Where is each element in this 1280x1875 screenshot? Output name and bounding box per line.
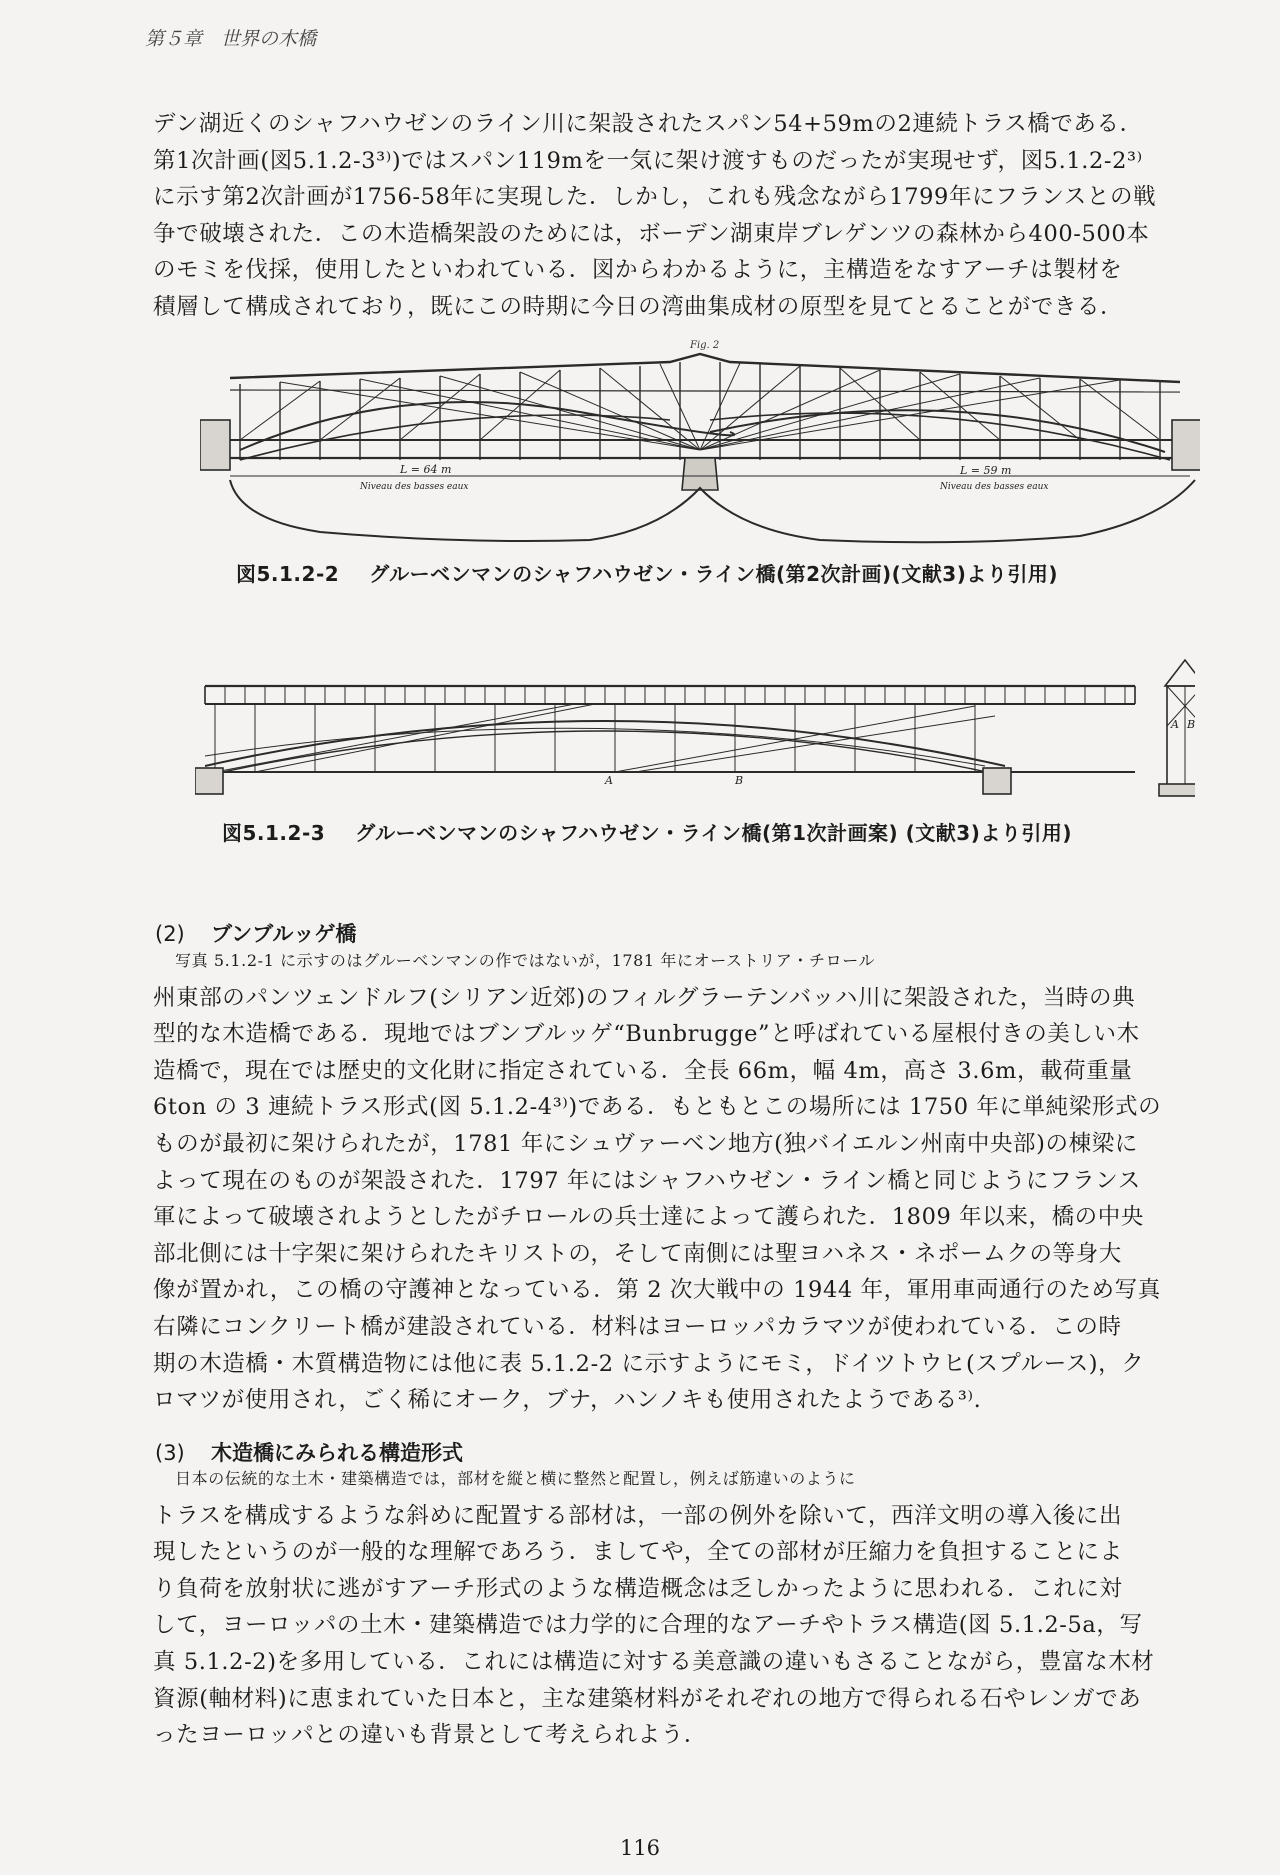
figure-number: 図5.1.2-3 [222, 821, 326, 845]
label-b: B [735, 774, 744, 787]
span-left-label: L = 64 m [400, 463, 452, 476]
figure-caption-text: グルーベンマンのシャフハウゼン・ライン橋(第1次計画案) (文献3)より引用) [355, 821, 1072, 845]
text-line: 右隣にコンクリート橋が建設されている．材料はヨーロッパカラマツが使われている．この時 [153, 1313, 1122, 1340]
text-line: ものが最初に架けられたが，1781 年にシュヴァーベン地方(独バイエルン州南中央部)の棟梁に [153, 1130, 1138, 1157]
text-line: 積層して構成されており，既にこの時期に今日の湾曲集成材の原型を見てとることができる． [153, 293, 1124, 320]
fig-tag-label: Fig. 2 [690, 340, 720, 351]
bunbrugge-paragraph [153, 943, 1231, 1419]
running-head: 第５章 世界の木橋 [145, 28, 317, 50]
figure-caption-text: グルーベンマンのシャフハウゼン・ライン橋(第2次計画)(文献3)より引用) [369, 562, 1059, 586]
text-line: 6ton の 3 連続トラス形式(図 5.1.2-4³⁾)である．もともとこの場所には 1750 年に単純梁形式の [153, 1094, 1162, 1121]
text-line: のモミを伐採，使用したといわれている．図からわかるように，主構造をなすアーチは製材を [153, 257, 1123, 284]
bridge-drawing-second-plan [200, 340, 1200, 565]
section-number: (2) [155, 922, 185, 946]
section-title: 木造橋にみられる構造形式 [211, 1441, 463, 1465]
text-line: よって現在のものが架設された．1797 年にはシャフハウゼン・ライン橋と同じようにフランス [153, 1167, 1141, 1194]
text-line: 期の木造橋・木質構造物には他に表 5.1.2-2 に示すようにモミ，ドイツトウヒ(スプルース)，ク [153, 1350, 1145, 1377]
text-line: 軍によって破壊されようとしたがチロールの兵士達によって護られた．1809 年以来，橋の中央 [153, 1204, 1144, 1231]
text-line: ロマツが使用され，ごく稀にオーク，ブナ，ハンノキも使用されたようである³⁾. [153, 1387, 982, 1414]
figure-caption-first-plan [222, 817, 1072, 846]
structural-forms-paragraph [153, 1461, 1231, 1754]
text-line: デン湖近くのシャフハウゼンのライン川に架設されたスパン54+59mの2連続トラス橋である． [153, 111, 1143, 137]
text-line: 真 5.1.2-2)を多用している．これには構造に対する美意識の違いもさることながら，豊富な木材 [153, 1648, 1155, 1675]
section-title: ブンブルッゲ橋 [211, 922, 357, 946]
figure-caption-second-plan [236, 558, 1058, 587]
text-line: 像が置かれ，この橋の守護神となっている．第 2 次大戦中の 1944 年，軍用車両通行のため写真 [153, 1277, 1161, 1304]
bridge-drawing-first-plan-svg [195, 656, 1195, 806]
text-line: 造橋で，現在では歴史的文化財に指定されている．全長 66m，幅 4m，高さ 3.6m，載荷重量 [153, 1057, 1133, 1084]
water-level-right-label: Niveau des basses eaux [940, 482, 1049, 492]
section-label-a: A [1171, 718, 1179, 731]
text-line: トラスを構成するような斜めに配置する部材は，一部の例外を除いて，西洋文明の導入後に出 [153, 1502, 1123, 1529]
water-level-left-label: Niveau des basses eaux [360, 482, 469, 492]
span-right-label: L = 59 m [960, 464, 1012, 477]
text-line: 争で破壊された．この木造橋架設のためには，ボーデン湖東岸ブレゲンツの森林から400-500本 [153, 220, 1150, 247]
text-line: 州東部のパンツェンドルフ(シリアン近郊)のフィルグラーテンバッハ川に架設された，当時の典 [153, 984, 1136, 1011]
text-line: 写真 5.1.2-1 に示すのはグルーベンマンの作ではないが，1781 年にオーストリア・チロール [175, 951, 876, 970]
figure-number: 図5.1.2-2 [236, 562, 340, 586]
text-line: して，ヨーロッパの土木・建築構造では力学的に合理的なアーチやトラス構造(図 5.1.2-5a，写 [153, 1612, 1143, 1639]
text-line: ったヨーロッパとの違いも背景として考えられよう． [153, 1722, 707, 1749]
text-line: 日本の伝統的な土木・建築構造では，部材を縦と横に整然と配置し，例えば筋違いのように [175, 1469, 856, 1488]
text-line: に示す第2次計画が1756-58年に実現した．しかし，これも残念ながら1799年にフランスとの戦 [153, 184, 1157, 211]
section-number: (3) [155, 1441, 185, 1465]
bridge-drawing-first-plan [195, 656, 1195, 806]
text-line: 現したというのが一般的な理解であろう．ましてや，全ての部材が圧縮力を負担することによ [153, 1539, 1123, 1566]
text-line: 資源(軸材料)に恵まれていた日本と，主な建築材料がそれぞれの地方で得られる石やレンガであ [153, 1685, 1142, 1712]
text-line: り負荷を放射状に逃がすアーチ形式のような構造概念は乏しかったように思われる．これに対 [153, 1575, 1123, 1602]
intro-paragraph [153, 106, 1231, 326]
label-a: A [605, 774, 613, 787]
page-number: 116 [619, 1836, 661, 1860]
bridge-drawing-second-plan-svg [200, 340, 1200, 565]
section-label-b: B [1187, 718, 1195, 731]
text-line: 型的な木造橋である．現地ではブンブルッゲ“Bunbrugge”と呼ばれている屋根付きの美しい木 [153, 1021, 1140, 1048]
text-line: 第1次計画(図5.1.2-3³⁾)ではスパン119mを一気に架け渡すものだったが実現せず，図5.1.2-2³⁾ [153, 147, 1143, 174]
text-line: 部北側には十字架に架けられたキリストの，そして南側には聖ヨハネス・ネポームクの等身大 [153, 1240, 1122, 1267]
